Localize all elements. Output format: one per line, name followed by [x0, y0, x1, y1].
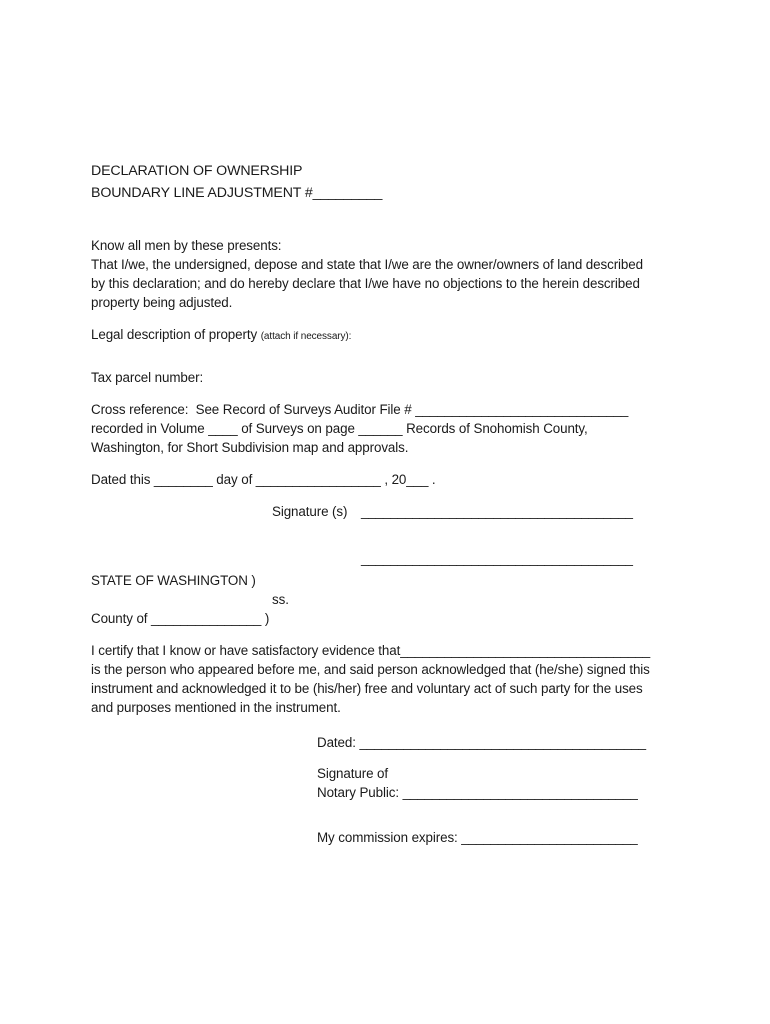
notary-public-line: Notary Public: ________________________________ [317, 785, 638, 800]
intro-line-4: property being adjusted. [91, 295, 233, 310]
intro-line-2: That I/we, the undersigned, depose and state that I/we are the owner/owners of land described [91, 257, 643, 272]
intro-line-1: Know all men by these presents: [91, 238, 282, 253]
certification-line-3: instrument and acknowledged it to be (his/her) free and voluntary act of such party for the uses [91, 681, 643, 696]
certification-line-1: I certify that I know or have satisfactory evidence that__________________________________ [91, 643, 651, 658]
notary-dated-line: Dated: _______________________________________ [317, 735, 647, 750]
cross-reference-line-1: Cross reference: See Record of Surveys Auditor File # _____________________________ [91, 402, 629, 417]
legal-description-label: Legal description of property [91, 327, 261, 342]
state-label: STATE OF WASHINGTON ) [91, 573, 256, 588]
tax-parcel-label: Tax parcel number: [91, 370, 204, 385]
certification-line-4: and purposes mentioned in the instrument. [91, 700, 341, 715]
notary-signature-label: Signature of [317, 766, 389, 781]
legal-description [91, 325, 351, 346]
dated-line: Dated this ________ day of _________________ , 20___ . [91, 472, 436, 487]
legal-description-note: (attach if necessary): [260, 331, 352, 342]
county-label: County of _______________ ) [91, 611, 270, 626]
cross-reference-line-2: recorded in Volume ____ of Surveys on page ______ Records of Snohomish County, [91, 421, 588, 436]
cross-reference-line-3: Washington, for Short Subdivision map and approvals. [91, 440, 409, 455]
ss-label: ss. [272, 592, 289, 607]
commission-expires-line: My commission expires: ________________________ [317, 830, 638, 845]
title-line-2: BOUNDARY LINE ADJUSTMENT #_________ [91, 185, 383, 201]
intro-line-3: by this declaration; and do hereby declare that I/we have no objections to the herein described [91, 276, 640, 291]
signature-label: Signature (s) [272, 504, 348, 519]
certification-line-2: is the person who appeared before me, and said person acknowledged that (he/she) signed this [91, 662, 650, 677]
title-line-1: DECLARATION OF OWNERSHIP [91, 163, 303, 179]
signature-line-1[interactable]: _____________________________________ [361, 504, 633, 519]
signature-line-2[interactable]: _____________________________________ [361, 551, 633, 566]
